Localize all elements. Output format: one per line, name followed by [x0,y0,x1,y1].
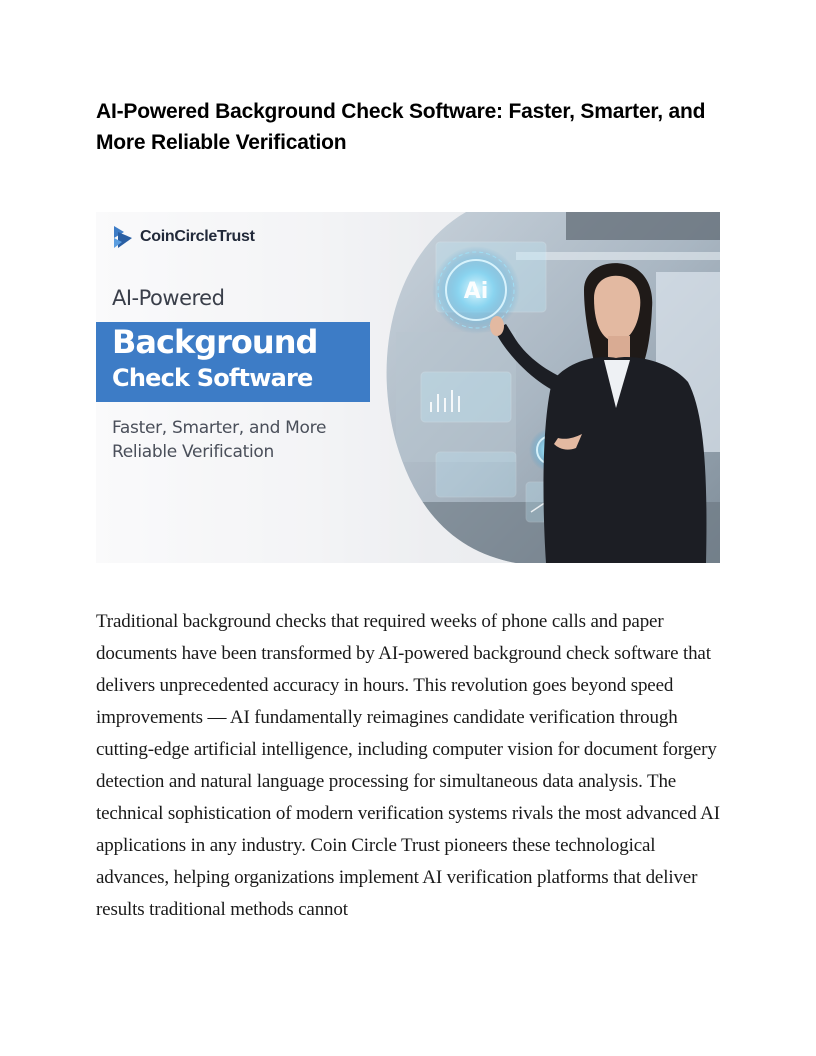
brand-lockup [112,224,255,250]
body-paragraph: Traditional background checks that required weeks of phone calls and paper documents have been transformed by AI-powered background check software that delivers unprecedented accuracy in hours. This revolution goes beyond speed improvements — AI fundamentally reimagines candidate verification through cutting-edge artificial intelligence, including computer vision for document forgery detection and natural language processing for simultaneous data analysis. The technical sophistication of modern verification systems rivals the most advanced AI applications in any industry. Coin Circle Trust pioneers these technological advances, helping organizations implement AI verification platforms that deliver results traditional methods cannot [96,611,720,920]
hologram-ai-label: Ai [463,279,489,304]
banner-headline-line2: Check Software [112,364,313,392]
hero-banner-image [96,212,720,563]
banner-headline-box [96,322,370,402]
banner-subtitle-line1: Faster, Smarter, and More [112,418,327,438]
coincircletrust-logo-icon [112,224,134,250]
banner-headline-top: AI-Powered [112,286,225,310]
article-title: AI-Powered Background Check Software: Faster, Smarter, and More Reliable Verification [96,100,706,154]
brand-name: CoinCircleTrust [140,228,255,245]
banner-headline-line1: Background [112,323,318,361]
banner-subtitle-line2: Reliable Verification [112,442,274,462]
